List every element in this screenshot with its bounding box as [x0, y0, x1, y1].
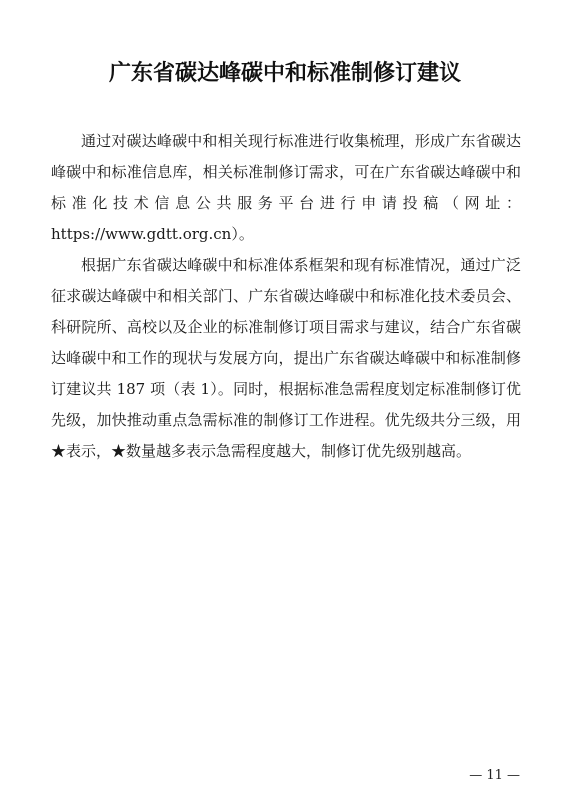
document-title: 广东省碳达峰碳中和标准制修订建议	[108, 60, 461, 86]
page-number: — 11 —	[469, 768, 520, 783]
document-body	[51, 126, 521, 467]
paragraph-recommendations: 根据广东省碳达峰碳中和标准体系框架和现有标准情况，通过广泛征求碳达峰碳中和相关部门、广东省碳达峰碳中和标准化技术委员会、科研院所、高校以及企业的标准制修订项目需求与建议，结合广东省碳达峰碳中和工作的现状与发展方向，提出广东省碳达峰碳中和标准制修订建议共 187 项（表 1）。同时，根据标准急需程度划定标准制修订优先级，加快推动重点急需标准的制修订工作进程。优先级共分三级，用★表示，★数量越多表示急需程度越大，制修订优先级别越高。	[51, 256, 521, 460]
paragraph-intro: 通过对碳达峰碳中和相关现行标准进行收集梳理，形成广东省碳达峰碳中和标准信息库，相关标准制修订需求，可在广东省碳达峰碳中和标准化技术信息公共服务平台进行申请投稿（网址：https://www.gdtt.org.cn）。	[51, 132, 521, 243]
